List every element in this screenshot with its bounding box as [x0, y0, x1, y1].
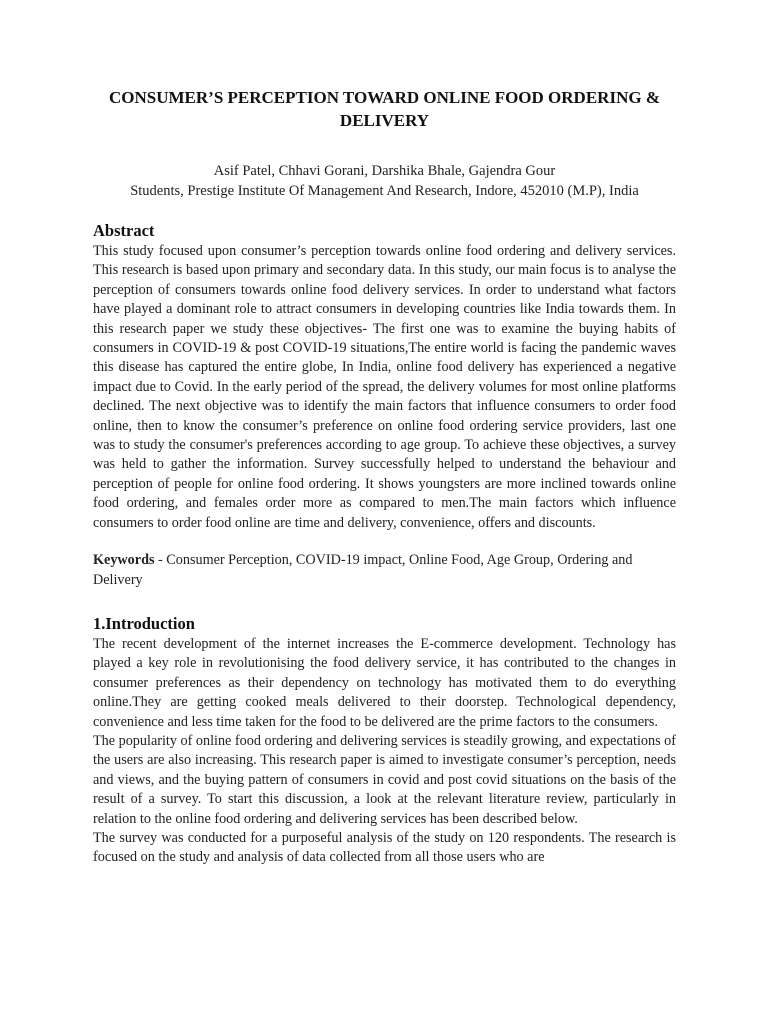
abstract-heading: Abstract	[93, 221, 155, 240]
paper-title: CONSUMER’S PERCEPTION TOWARD ONLINE FOOD ORDERING & DELIVERY	[109, 88, 660, 130]
author-list: Asif Patel, Chhavi Gorani, Darshika Bhale, Gajendra Gour	[213, 163, 556, 179]
intro-paragraph-1: The recent development of the internet increases the E-commerce development. Technology has played a key role in revolutionising the food delivery service, it has contributed to the changes in consumer preferences as their dependency on technology has motivated them to do everything online.They are getting cooked meals delivered to their doorstep. Technological dependency, convenience and less time taken for the food to be delivered are the prime factors to the consumers.	[93, 635, 676, 730]
author-affiliation: Students, Prestige Institute Of Management And Research, Indore, 452010 (M.P), India	[130, 183, 639, 199]
abstract-text: This study focused upon consumer’s perception towards online food ordering and delivery services. This research is based upon primary and secondary data. In this study, our main focus is to analyse the perception of consumers towards online food delivery services. In order to understand what factors have played a dominant role to attract consumers in developing countries like India towards them. In this research paper we study these objectives- The first one was to examine the buying habits of consumers in COVID-19 & post COVID-19 situations,The entire world is facing the pandemic waves this disease has captured the entire globe, In India, online food delivery has experienced a negative impact due to Covid. In the early period of the spread, the delivery volumes for most online platforms declined. The next objective was to identify the main factors that influence consumers to order food online, then to know the consumer’s preference on online food ordering service providers, last one was to study the consumer's preferences according to age group. To achieve these objectives, a survey was held to gather the information. Survey successfully helped to understand the behaviour and perception of people for online food ordering. It shows youngsters are more inclined towards online food ordering, and females order more as compared to men.The main factors which influence consumers to order food online are time and delivery, convenience, offers and discounts.	[93, 243, 676, 531]
intro-paragraph-2: The popularity of online food ordering and delivering services is steadily growing, and expectations of the users are also increasing. This research paper is aimed to investigate consumer’s perception, needs and views, and the buying pattern of consumers in covid and post covid situations on the basis of the result of a survey. To start this discussion, a look at the relevant literature review, particularly in relation to the online food ordering and delivering services has been described below.	[93, 732, 676, 827]
keywords-line	[93, 551, 676, 590]
introduction-heading: 1.Introduction	[93, 613, 195, 633]
intro-paragraph-3: The survey was conducted for a purposeful analysis of the study on 120 respondents. The research is focused on the study and analysis of data collected from all those users who are	[93, 829, 676, 866]
keywords-text: - Consumer Perception, COVID-19 impact, Online Food, Age Group, Ordering and Delivery	[93, 552, 633, 588]
keywords-label: Keywords	[93, 552, 155, 569]
